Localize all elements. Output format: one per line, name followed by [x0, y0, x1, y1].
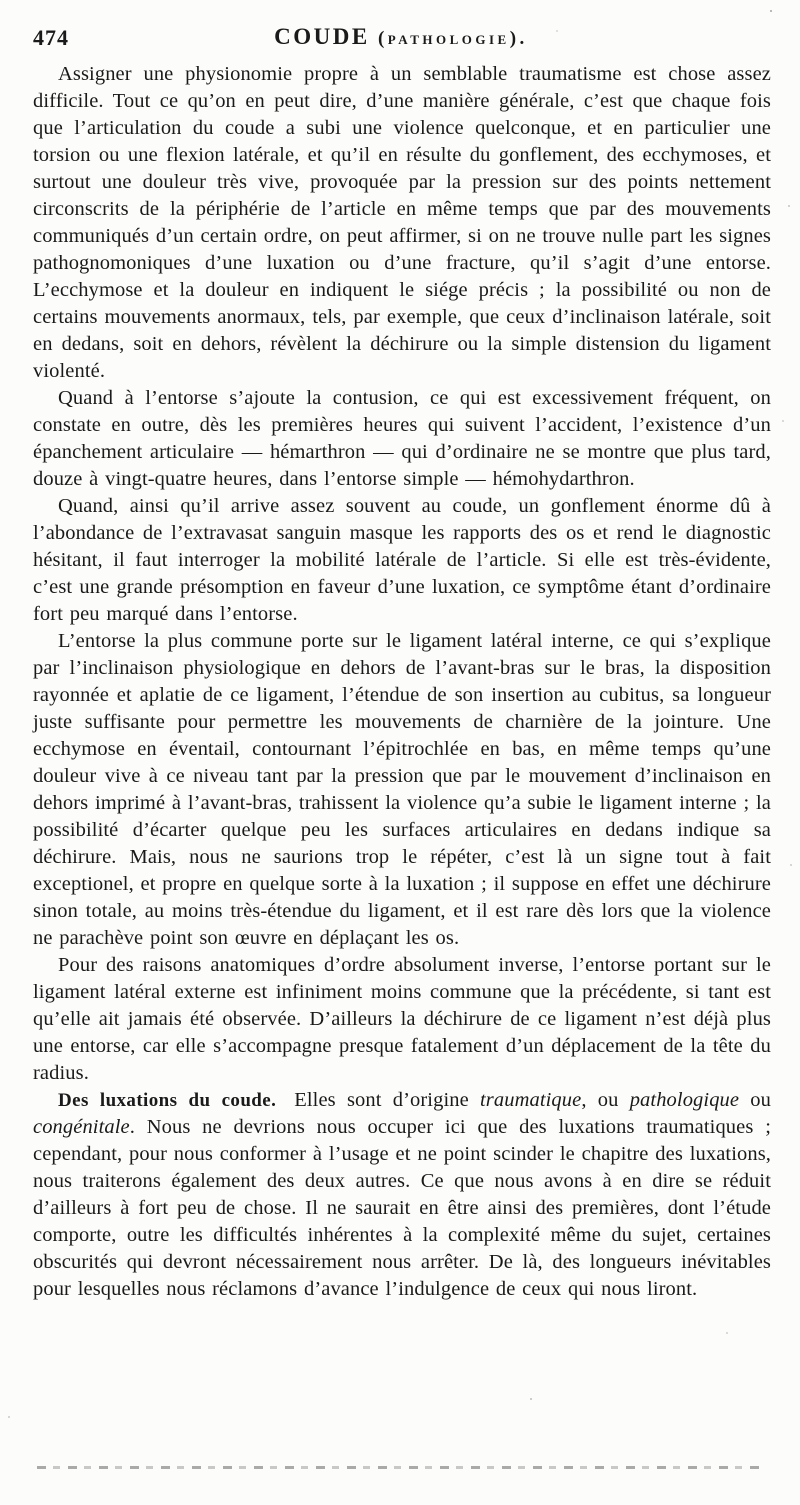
luxations-text-1: Elles sont d’origine [294, 1089, 481, 1111]
term-pathologique: pathologique [629, 1089, 740, 1111]
paragraph-ligament-interne: L’entorse la plus commune porte sur le ligament latéral interne, ce qui s’explique par l’inclinaison physiologique en dehors de l’avant-bras sur le bras, la disposition rayonnée et aplatie de ce ligament, l’étendue de son insertion au cubitus, sa longueur juste suffisante pour permettre les mouvements de charnière de la jointure. Une ecchymose en éventail, contournant l’épitrochlée en bas, en même temps qu’une douleur vive à ce niveau tant par la pression que par le mouvement d’inclinaison en dehors imprimé à l’avant-bras, trahissent la violence qu’a subie le ligament interne ; la possibilité d’écarter quelque peu les surfaces articulaires en dedans indique sa déchirure. Mais, nous ne saurions trop le répéter, c’est là un signe tout à fait exceptionel, et propre en quelque sorte à la luxation ; il suppose en effet une déchirure sinon totale, au moins très-étendue du ligament, et il est rare dès lors que la violence ne parachève point son œuvre en déplaçant les os. [33, 630, 772, 949]
paragraph-gonflement-diagnostic: Quand, ainsi qu’il arrive assez souvent au coude, un gonflement énorme dû à l’abondance de l’extravasat sanguin masque les rapports des os et rend le diagnostic hésitant, il faut interroger la mobilité latérale de l’article. Si elle est très-évidente, c’est une grande présomption en faveur d’une luxation, ce symptôme étant d’ordinaire fort peu marqué dans l’entorse. [33, 495, 771, 625]
luxations-text-2: , ou [581, 1089, 630, 1111]
bleed-through-dashed-line [37, 1466, 760, 1469]
luxations-text-3: ou [739, 1089, 772, 1111]
section-lead-des-luxations: Des luxations du coude. [58, 1090, 277, 1111]
paragraph-entorse-physionomie: Assigner une physionomie propre à un semblable traumatisme est chose assez difficile. Tout ce qu’on en peut dire, d’une manière générale, c’est que chaque fois que l’articulation du coude a subi une violence quelconque, et en particulier une torsion ou une flexion latérale, et qu’il en résulte du gonflement, des ecchymoses, et surtout une douleur très vive, provoquée par la pression sur des points nettement circonscrits de la périphérie de l’article en même temps que par des mouvements communiqués d’un certain ordre, on peut affirmer, si on ne trouve nulle part les signes pathognomoniques d’une luxation ou d’une fracture, qu’il s’agit d’une entorse. L’ecchymose et la douleur en indiquent le siége précis ; la possibilité ou non de certains mouvements anormaux, tels, par exemple, que ceux d’inclinaison latérale, soit en dedans, soit en dehors, révèlent la déchirure ou la simple distension du ligament violenté. [33, 63, 771, 382]
running-title-qualifier: (pathologie). [377, 28, 528, 49]
scan-noise-specks [0, 0, 2, 2]
page-header [33, 24, 769, 54]
paragraph-ligament-externe: Pour des raisons anatomiques d’ordre absolument inverse, l’entorse portant sur le ligament latéral externe est infiniment moins commune que la précédente, si tant est qu’elle ait jamais été observée. D’ailleurs la déchirure de ce ligament n’est déjà plus une entorse, car elle s’accompagne presque fatalement d’un déplacement de la tête du radius. [33, 954, 771, 1084]
page-body [33, 61, 771, 1303]
page-number: 474 [33, 25, 69, 50]
running-title [33, 24, 769, 50]
paragraph-contusion-hemarthron: Quand à l’entorse s’ajoute la contusion, ce qui est excessivement fréquent, on constate en outre, dès les premières heures qui suivent l’accident, l’existence d’un épanchement articulaire — hémarthron — qui d’ordinaire ne se montre que plus tard, douze à vingt-quatre heures, dans l’entorse simple — hémohydarthron. [33, 387, 771, 490]
running-title-main: COUDE [274, 24, 370, 49]
paragraph-luxations-du-coude [33, 1087, 771, 1303]
term-congenitale: congénitale [33, 1116, 130, 1138]
luxations-text-4: . Nous ne devrions nous occuper ici que des luxations traumatiques ; cependant, pour nous conformer à l’usage et ne point scinder le chapitre des luxations, nous traiterons également des deux autres. Ce que nous avons à en dire se réduit d’ailleurs à fort peu de chose. Il ne saurait en être ainsi des premières, dont l’étude comporte, outre les difficultés inhérentes à la complexité même du sujet, certaines obscurités qui devront nécessairement nous arrêter. De là, des longueurs inévitables pour lesquelles nous réclamons d’avance l’indulgence de ceux qui nous liront. [33, 1116, 771, 1300]
term-traumatique: traumatique [480, 1089, 582, 1111]
